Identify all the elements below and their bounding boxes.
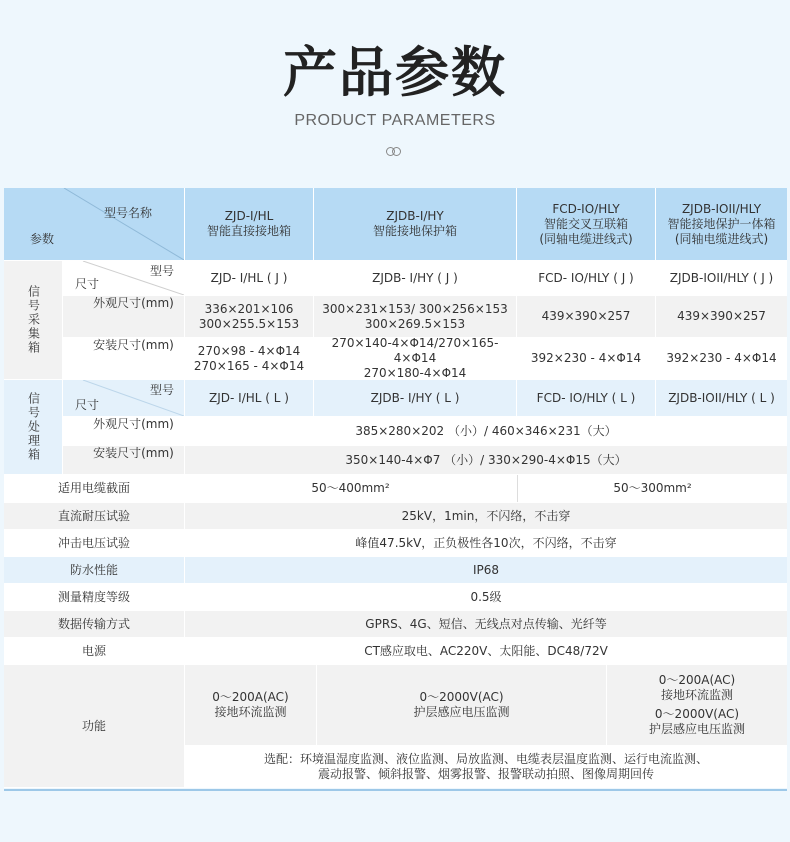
page-subtitle: PRODUCT PARAMETERS: [294, 112, 496, 129]
install-size-line: 270×165 - 4×Φ14: [193, 358, 305, 373]
install-size-cell: [185, 338, 313, 379]
column-header: [517, 188, 655, 260]
row-label: 适用电缆截面: [4, 475, 184, 502]
model-cell: FCD- IO/HLY ( J ): [517, 261, 655, 295]
outer-size-line: 336×201×106: [204, 301, 294, 316]
row-label: 外观尺寸(mm): [63, 417, 184, 445]
row-label: 安装尺寸(mm): [63, 338, 184, 379]
column-name: 智能交叉互联箱: [543, 216, 628, 231]
group-label: 信号采集箱: [26, 285, 41, 355]
outer-size-line: 300×231×153/ 300×256×153: [322, 301, 508, 316]
outer-size-cell: 385×280×202 （小）/ 460×346×231（大）: [185, 417, 787, 445]
value-cell: 50～300mm²: [517, 475, 787, 502]
function-cell: [317, 665, 606, 745]
row-label: 冲击电压试验: [4, 530, 184, 556]
row-label: 外观尺寸(mm): [63, 296, 184, 337]
function-desc: 接地环流监测: [214, 705, 287, 719]
function-desc: 接地环流监测: [660, 688, 733, 702]
function-range: 0～200A(AC): [658, 673, 736, 687]
function-cell: [607, 665, 787, 745]
corner-top-label: 型号名称: [104, 206, 153, 220]
function-range: 0～2000V(AC): [419, 690, 504, 704]
model-label: 型号: [149, 264, 174, 278]
install-size-line: 270×98 - 4×Φ14: [197, 343, 301, 358]
outer-size-line: 300×255.5×153: [198, 316, 300, 331]
column-note: (同轴电缆进线式): [674, 231, 769, 246]
column-note: (同轴电缆进线式): [539, 231, 633, 246]
size-label: 尺寸: [75, 398, 100, 412]
parameter-table: [4, 188, 787, 788]
group-label-cell: [4, 261, 62, 379]
function-block: [649, 707, 745, 737]
rings-icon: [386, 147, 404, 157]
column-header: [185, 188, 313, 260]
model-label: 型号: [149, 383, 174, 397]
install-size-line: 270×140-4×Φ14/270×165-4×Φ14: [331, 336, 499, 365]
value-cell: 25kV，1min，不闪络，不击穿: [185, 503, 787, 529]
diagonal-divider: [4, 188, 184, 260]
model-size-label-cell: [63, 380, 184, 416]
install-size-cell: 392×230 - 4×Φ14: [656, 338, 787, 379]
page-title: 产品参数: [283, 41, 507, 104]
group-label: 信号处理箱: [26, 392, 41, 462]
model-cell: ZJD- I/HL ( L ): [185, 380, 313, 416]
function-desc: 护层感应电压监测: [648, 722, 745, 736]
row-label: 防水性能: [4, 557, 184, 583]
value-cell: GPRS、4G、短信、无线点对点传输、光纤等: [185, 611, 787, 637]
outer-size-line: 300×269.5×153: [364, 316, 466, 331]
group-label-cell: [4, 380, 62, 474]
row-label: 数据传输方式: [4, 611, 184, 637]
value-cell: IP68: [185, 557, 787, 583]
value-cell: 50～400mm²: [185, 475, 516, 502]
corner-bottom-label: 参数: [30, 232, 55, 246]
column-model: FCD-IO/HLY: [552, 201, 620, 216]
model-size-label-cell: [63, 261, 184, 295]
function-range: 0～2000V(AC): [654, 707, 740, 721]
column-name: 智能直接接地箱: [206, 224, 291, 238]
optional-line: 选配：环境温湿度监测、液位监测、局放监测、电缆表层温度监测、运行电流监测、: [263, 751, 708, 766]
row-label: 直流耐压试验: [4, 503, 184, 529]
model-cell: ZJDB- I/HY ( L ): [314, 380, 516, 416]
corner-header-cell: [4, 188, 184, 260]
column-model: ZJDB-I/HY: [386, 209, 444, 223]
function-cell: [185, 665, 316, 745]
model-cell: FCD- IO/HLY ( L ): [517, 380, 655, 416]
install-size-cell: [314, 338, 516, 379]
outer-size-cell: [314, 296, 516, 337]
function-desc: 护层感应电压监测: [413, 705, 510, 719]
outer-size-cell: [185, 296, 313, 337]
model-cell: ZJDB-IOII/HLY ( L ): [656, 380, 787, 416]
row-label: 功能: [4, 665, 184, 787]
column-model: ZJD-I/HL: [224, 209, 274, 223]
optional-cell: [185, 746, 787, 787]
outer-size-cell: 439×390×257: [517, 296, 655, 337]
install-size-cell: 350×140-4×Φ7 （小）/ 330×290-4×Φ15（大）: [185, 446, 787, 474]
column-header: [656, 188, 787, 260]
value-cell: CT感应取电、AC220V、太阳能、DC48/72V: [185, 638, 787, 664]
column-name: 智能接地保护箱: [372, 224, 457, 238]
optional-line: 震动报警、倾斜报警、烟雾报警、报警联动拍照、图像周期回传: [317, 766, 654, 781]
size-label: 尺寸: [75, 277, 100, 291]
row-label: 电源: [4, 638, 184, 664]
outer-size-cell: 439×390×257: [656, 296, 787, 337]
column-header: [314, 188, 516, 260]
install-size-line: 270×180-4×Φ14: [363, 366, 467, 380]
bottom-divider: [4, 789, 787, 791]
install-size-cell: 392×230 - 4×Φ14: [517, 338, 655, 379]
column-name: 智能接地保护一体箱: [667, 216, 776, 231]
model-cell: ZJD- I/HL ( J ): [185, 261, 313, 295]
model-cell: ZJDB- I/HY ( J ): [314, 261, 516, 295]
model-cell: ZJDB-IOII/HLY ( J ): [656, 261, 787, 295]
function-block: [659, 673, 736, 703]
column-model: ZJDB-IOII/HLY: [681, 201, 762, 216]
value-cell: 0.5级: [185, 584, 787, 610]
row-label: 安装尺寸(mm): [63, 446, 184, 474]
value-cell: 峰值47.5kV，正负极性各10次，不闪络，不击穿: [185, 530, 787, 556]
function-range: 0～200A(AC): [212, 690, 289, 704]
row-label: 测量精度等级: [4, 584, 184, 610]
